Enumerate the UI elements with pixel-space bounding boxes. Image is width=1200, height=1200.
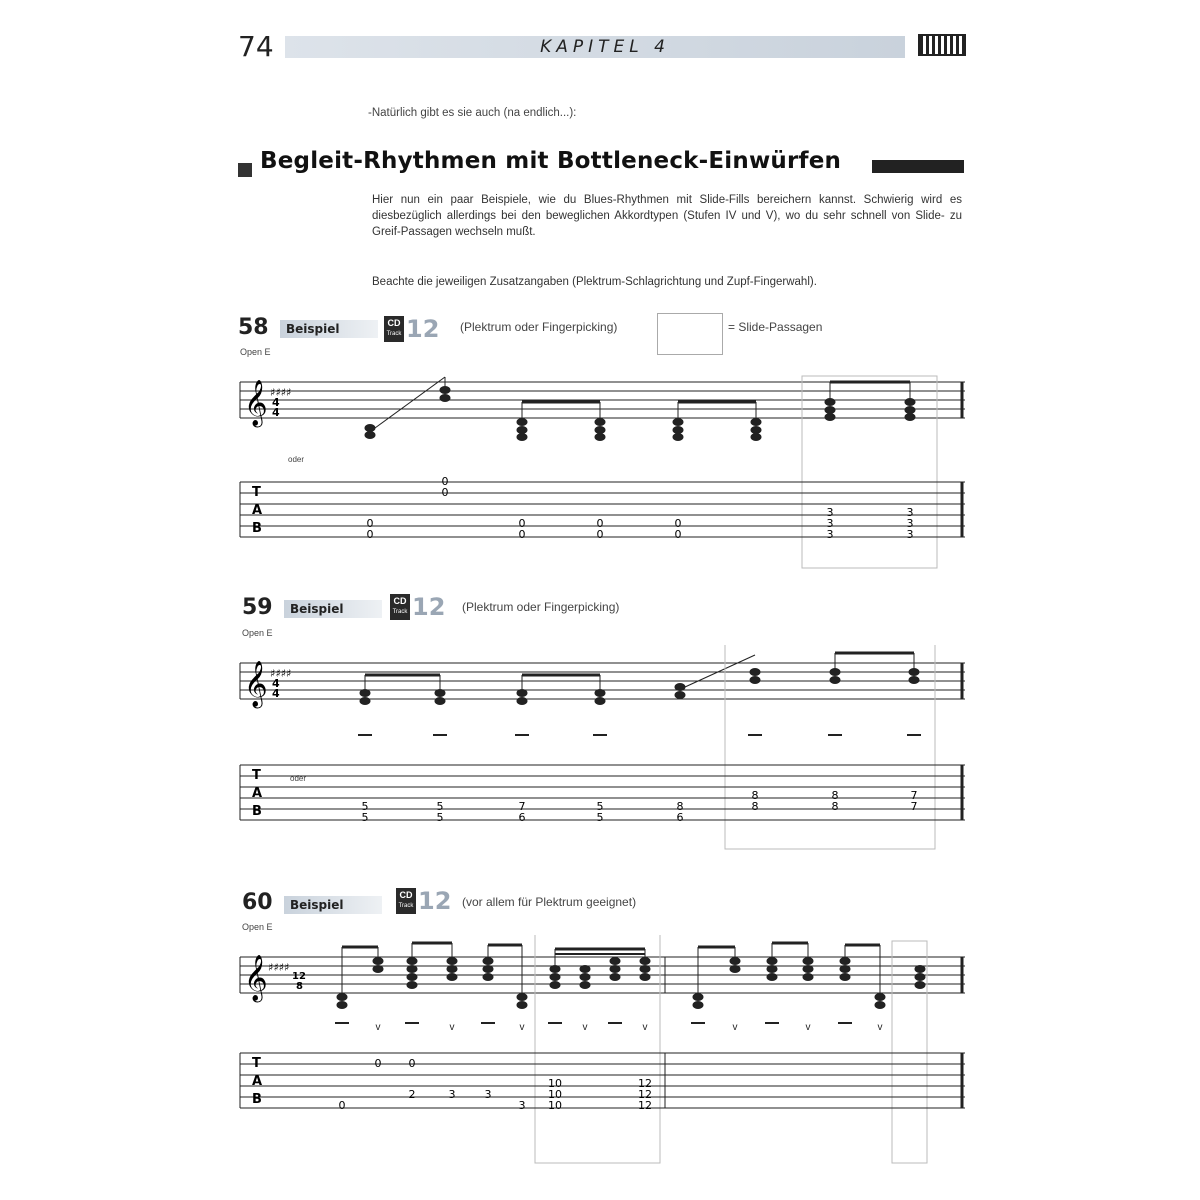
tuning-label: Open E bbox=[242, 628, 273, 638]
svg-text:3: 3 bbox=[826, 517, 834, 530]
svg-text:5: 5 bbox=[361, 800, 369, 813]
slide-legend-box bbox=[657, 313, 723, 355]
tab-letter-a: A bbox=[252, 503, 263, 518]
section-heading: Begleit-Rhythmen mit Bottleneck-Einwürfen bbox=[260, 148, 842, 174]
svg-text:v: v bbox=[449, 1022, 455, 1033]
svg-text:0: 0 bbox=[441, 475, 449, 488]
track-number: 12 bbox=[418, 887, 452, 915]
svg-text:v: v bbox=[877, 1022, 883, 1033]
svg-text:5: 5 bbox=[361, 811, 369, 824]
svg-text:v: v bbox=[582, 1022, 588, 1033]
tuning-label: Open E bbox=[242, 922, 273, 932]
section-paragraph: Hier nun ein paar Beispiele, wie du Blues-Rhythmen mit Slide-Fills bereichern kannst. Schwierig wird es diesbezüglich allerdings bei den beweglichen Akkordtypen (Stufen IV und V), wo du sehr schnell von Slide- zu Greif-Passagen wechseln mußt. bbox=[372, 194, 962, 238]
svg-text:4: 4 bbox=[272, 406, 280, 419]
svg-text:0: 0 bbox=[366, 517, 374, 530]
svg-text:♯♯♯♯: ♯♯♯♯ bbox=[270, 667, 292, 680]
example-note: (Plektrum oder Fingerpicking) bbox=[462, 600, 620, 614]
svg-text:oder: oder bbox=[290, 774, 307, 783]
svg-text:8: 8 bbox=[751, 789, 759, 802]
time-signature: 4 bbox=[272, 396, 280, 409]
example-label-bar bbox=[280, 320, 378, 338]
example-note: (Plektrum oder Fingerpicking) bbox=[460, 320, 618, 334]
svg-text:5: 5 bbox=[436, 800, 444, 813]
svg-text:A: A bbox=[252, 1074, 263, 1089]
svg-text:8: 8 bbox=[831, 789, 839, 802]
svg-text:v: v bbox=[805, 1022, 811, 1033]
svg-text:12: 12 bbox=[638, 1077, 652, 1090]
tab-numbers bbox=[367, 475, 914, 541]
heading-bullet-icon bbox=[238, 163, 252, 177]
svg-text:3: 3 bbox=[484, 1088, 492, 1101]
svg-text:0: 0 bbox=[518, 528, 526, 541]
score-example-58 bbox=[230, 372, 970, 572]
svg-text:T: T bbox=[252, 1056, 261, 1071]
heading-bar bbox=[872, 160, 964, 173]
section-note: Beachte die jeweiligen Zusatzangaben (Plektrum-Schlagrichtung und Zupf-Fingerwahl). bbox=[372, 276, 817, 288]
key-signature: ♯♯♯♯ bbox=[270, 386, 292, 399]
svg-text:3: 3 bbox=[826, 506, 834, 519]
svg-text:0: 0 bbox=[674, 517, 682, 530]
svg-text:5: 5 bbox=[436, 811, 444, 824]
svg-text:T: T bbox=[252, 768, 261, 783]
treble-clef-icon: 𝄞 bbox=[244, 955, 268, 1001]
svg-text:0: 0 bbox=[338, 1099, 346, 1112]
svg-text:4: 4 bbox=[272, 687, 280, 700]
svg-text:8: 8 bbox=[296, 981, 303, 992]
slide-legend-text: = Slide-Passagen bbox=[728, 320, 823, 334]
svg-text:12: 12 bbox=[638, 1088, 652, 1101]
svg-text:7: 7 bbox=[910, 789, 918, 802]
svg-text:12: 12 bbox=[292, 971, 306, 982]
svg-text:10: 10 bbox=[548, 1077, 562, 1090]
cd-icon: CD Track bbox=[390, 594, 410, 620]
page-number: 74 bbox=[238, 30, 274, 63]
svg-text:0: 0 bbox=[408, 1057, 416, 1070]
svg-text:10: 10 bbox=[548, 1099, 562, 1112]
example-label: Beispiel bbox=[290, 602, 344, 616]
svg-text:8: 8 bbox=[751, 800, 759, 813]
svg-text:7: 7 bbox=[910, 800, 918, 813]
slide-passage-box bbox=[802, 376, 937, 568]
svg-text:v: v bbox=[732, 1022, 738, 1033]
cd-icon: CD Track bbox=[384, 316, 404, 342]
svg-text:♯♯♯♯: ♯♯♯♯ bbox=[268, 961, 290, 974]
svg-text:3: 3 bbox=[518, 1099, 526, 1112]
example-label-bar bbox=[284, 896, 382, 914]
oder-label: oder bbox=[288, 455, 305, 464]
svg-text:8: 8 bbox=[676, 800, 684, 813]
svg-text:A: A bbox=[252, 786, 263, 801]
svg-text:10: 10 bbox=[548, 1088, 562, 1101]
example-number: 58 bbox=[238, 315, 269, 340]
publisher-logo-icon bbox=[918, 34, 966, 56]
svg-text:4: 4 bbox=[272, 677, 280, 690]
svg-text:5: 5 bbox=[596, 800, 604, 813]
svg-text:B: B bbox=[252, 1092, 262, 1107]
svg-text:3: 3 bbox=[826, 528, 834, 541]
example-label-bar bbox=[284, 600, 382, 618]
svg-text:5: 5 bbox=[596, 811, 604, 824]
example-label: Beispiel bbox=[290, 898, 344, 912]
svg-text:0: 0 bbox=[674, 528, 682, 541]
track-number: 12 bbox=[406, 315, 440, 343]
tab-letter-t: T bbox=[252, 485, 261, 500]
svg-text:3: 3 bbox=[906, 506, 914, 519]
score-example-60 bbox=[230, 935, 970, 1170]
cd-icon: CD Track bbox=[396, 888, 416, 914]
svg-text:8: 8 bbox=[831, 800, 839, 813]
intro-line: -Natürlich gibt es sie auch (na endlich...): bbox=[368, 107, 577, 119]
chapter-title: KAPITEL 4 bbox=[540, 37, 670, 57]
svg-text:0: 0 bbox=[596, 517, 604, 530]
svg-text:2: 2 bbox=[408, 1088, 416, 1101]
svg-text:v: v bbox=[519, 1022, 525, 1033]
svg-text:6: 6 bbox=[676, 811, 684, 824]
tuning-label: Open E bbox=[240, 347, 271, 357]
treble-clef-icon: 𝄞 bbox=[244, 661, 268, 707]
example-number: 60 bbox=[242, 890, 273, 915]
treble-clef-icon: 𝄞 bbox=[244, 380, 268, 426]
example-note: (vor allem für Plektrum geeignet) bbox=[462, 895, 637, 909]
tab-letter-b: B bbox=[252, 521, 262, 536]
score-example-59 bbox=[230, 645, 970, 850]
svg-text:0: 0 bbox=[441, 486, 449, 499]
svg-text:0: 0 bbox=[596, 528, 604, 541]
svg-text:3: 3 bbox=[906, 517, 914, 530]
track-number: 12 bbox=[412, 593, 446, 621]
svg-text:v: v bbox=[642, 1022, 648, 1033]
svg-text:0: 0 bbox=[518, 517, 526, 530]
svg-text:12: 12 bbox=[638, 1099, 652, 1112]
svg-text:6: 6 bbox=[518, 811, 526, 824]
svg-text:3: 3 bbox=[906, 528, 914, 541]
example-label: Beispiel bbox=[286, 322, 340, 336]
svg-text:B: B bbox=[252, 804, 262, 819]
svg-text:v: v bbox=[375, 1022, 381, 1033]
svg-text:3: 3 bbox=[448, 1088, 456, 1101]
svg-text:7: 7 bbox=[518, 800, 526, 813]
svg-text:0: 0 bbox=[374, 1057, 382, 1070]
music-staff bbox=[240, 382, 965, 418]
example-number: 59 bbox=[242, 595, 273, 620]
svg-text:0: 0 bbox=[366, 528, 374, 541]
